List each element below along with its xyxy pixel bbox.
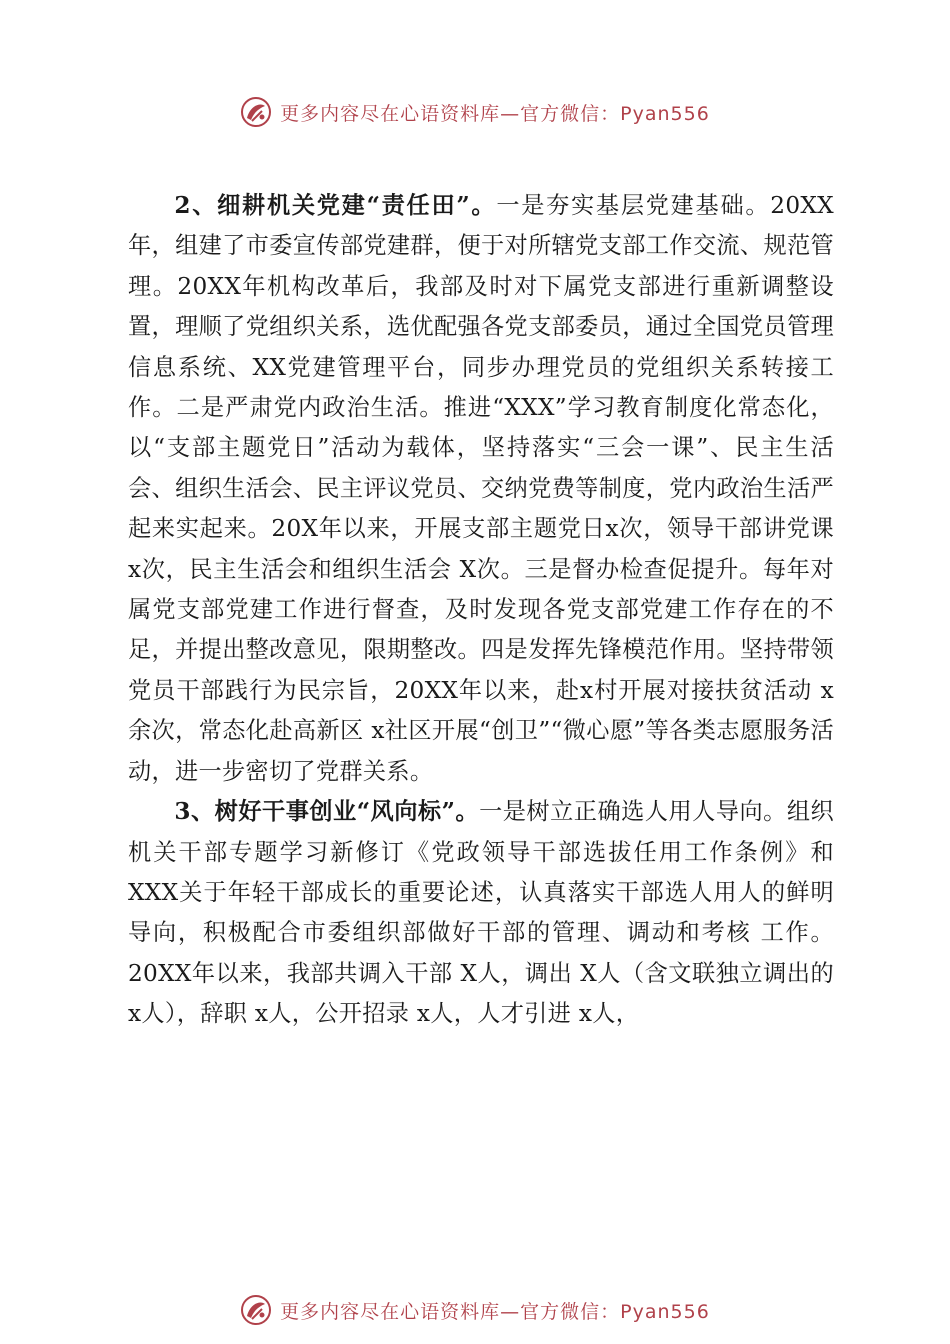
red-circular-seal-icon [240,1294,272,1326]
section-heading: 2、细耕机关党建“责任田”。 [174,192,497,219]
paragraph-text: 一是树立正确选人用人导向。组织机关干部专题学习新修订《党政领导干部选拔任用工作条例》和 XXX关于年轻干部成长的重要论述，认真落实干部选人用人的鲜明导向，积极配合市委组织部做好干部的管理、调动和考核 工作。20XX年以来，我部共调入干部 X人，调出 X人（含文联独立调出的 x人），辞职 x人，公开招录 x人，人才引进 x人， [128,798,834,1028]
paragraph-text: 一是夯实基层党建基础。20XX年，组建了市委宣传部党建群，便于对所辖党支部工作交流、规范管理。20XX年机构改革后，我部及时对下属党支部进行重新调整设置，理顺了党组织关系，选优配强各党支部委员，通过全国党员管理信息系统、XX党建管理平台，同步办理党员的党组织关系转接工作。二是严肃党内政治生活。推进“XXX”学习教育制度化常态化，以“支部主题党日”活动为载体，坚持落实“三会一课”、民主生活会、组织生活会、民主评议党员、交纳党费等制度，党内政治生活严起来实起来。20X年以来，开展支部主题党日x次，领导干部讲党课 x次，民主生活会和组织生活会 X次。三是督办检查促提升。每年对属党支部党建工作进行督查，及时发现各党支部党建工作存在的不足，并提出整改意见，限期整改。四是发挥先锋模范作用。坚持带领党员干部践行为民宗旨，20XX年以来，赴x村开展对接扶贫活动 x余次，常态化赴高新区 x社区开展“创卫”“微心愿”等各类志愿服务活动，进一步密切了党群关系。 [128,192,834,785]
document-body [128,186,834,1035]
watermark-banner-top [0,92,950,132]
watermark-text: 更多内容尽在心语资料库—官方微信：Pyan556 [280,102,710,125]
watermark-text: 更多内容尽在心语资料库—官方微信：Pyan556 [280,1300,710,1323]
paragraph-party-building [128,186,834,792]
watermark-banner-bottom [0,1290,950,1330]
paragraph-cadre-selection [128,792,834,1034]
red-circular-seal-icon [240,96,272,128]
section-heading: 3、树好干事创业“风向标”。 [174,798,480,826]
